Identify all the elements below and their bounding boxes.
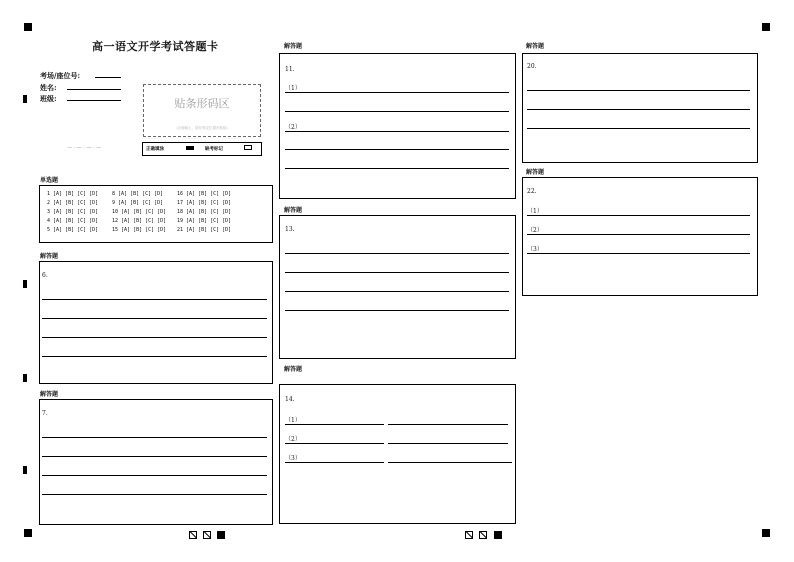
choice-row-9[interactable]: 9 [A] [B] [C] [D] [112,200,164,206]
q22-number: 22. [527,188,537,195]
q11-sub-2: （2） [285,124,301,131]
answer-line [285,149,509,150]
barcode-label: 贴条形码区 [174,97,230,110]
q7-answer-box[interactable] [39,399,273,525]
exam-seat-field[interactable] [95,77,121,78]
correct-fill-label: 正确填涂 [146,147,164,152]
q11-heading: 解答题 [284,43,303,50]
answer-line [285,168,509,169]
choice-heading: 单选题 [40,177,59,184]
answer-line [42,437,267,438]
answer-line [42,356,267,357]
choice-row-3[interactable]: 3 [A] [B] [C] [D] [47,209,99,215]
class-label: 班级: [40,94,57,103]
answer-line [285,424,384,425]
page-code-mark [494,531,502,539]
choice-row-5[interactable]: 5 [A] [B] [C] [D] [47,227,99,233]
name-label: 姓名: [40,83,57,92]
choice-row-17[interactable]: 17 [A] [B] [C] [D] [177,200,232,206]
dash-separator: — · — · — · — [67,145,102,151]
timing-mark [23,374,27,382]
registration-mark-bottom-left [24,529,32,537]
q14-sub-2: （2） [285,436,301,443]
q6-answer-box[interactable] [39,261,273,384]
timing-mark [23,95,27,103]
answer-line [285,253,509,254]
registration-mark-bottom-right [762,529,770,537]
answer-line [527,90,750,91]
q11-sub-1: （1） [285,85,301,92]
q13-number: 13. [285,226,295,233]
answer-line [42,318,267,319]
answer-line [388,462,512,463]
q22-sub-2: （2） [527,227,543,234]
q14-sub-1: （1） [285,417,301,424]
q22-sub-3: （3） [527,246,543,253]
answer-line [285,111,509,112]
choice-row-16[interactable]: 16 [A] [B] [C] [D] [177,191,232,197]
q13-answer-box[interactable] [279,215,516,359]
q11-number: 11. [285,66,295,73]
q7-heading: 解答题 [40,391,59,398]
q14-number: 14. [285,396,295,403]
choice-row-21[interactable]: 21 [A] [B] [C] [D] [177,227,232,233]
correct-fill-sample [186,146,194,150]
page-title: 高一语文开学考试答题卡 [92,40,219,53]
answer-line [527,128,750,129]
absent-mark-label: 缺考标记 [205,147,223,152]
choice-row-8[interactable]: 8 [A] [B] [C] [D] [112,191,164,197]
barcode-area [143,84,261,137]
page-code-mark [203,531,211,539]
answer-line [388,424,508,425]
timing-mark [23,466,27,474]
q6-heading: 解答题 [40,253,59,260]
answer-line [42,456,267,457]
q11-answer-box[interactable] [279,53,516,199]
choice-row-19[interactable]: 19 [A] [B] [C] [D] [177,218,232,224]
choice-row-2[interactable]: 2 [A] [B] [C] [D] [47,200,99,206]
choice-row-18[interactable]: 18 [A] [B] [C] [D] [177,209,232,215]
q22-sub-1: （1） [527,208,543,215]
q22-answer-box[interactable] [522,177,758,296]
answer-line [285,131,509,132]
q13-heading: 解答题 [284,207,303,214]
answer-line [42,337,267,338]
answer-line [42,299,267,300]
answer-line [285,291,509,292]
answer-line [527,234,750,235]
choice-row-12[interactable]: 12 [A] [B] [C] [D] [112,218,167,224]
choice-row-1[interactable]: 1 [A] [B] [C] [D] [47,191,99,197]
choice-row-4[interactable]: 4 [A] [B] [C] [D] [47,218,99,224]
q14-sub-3: （3） [285,455,301,462]
q6-number: 6. [42,272,48,279]
page-code-mark [217,531,225,539]
exam-seat-label: 考场/座位号: [40,71,81,80]
q20-answer-box[interactable] [522,53,758,163]
q7-number: 7. [42,410,48,417]
q14-answer-box[interactable] [279,384,516,524]
page-code-mark [465,531,473,539]
choice-section [39,185,273,243]
answer-line [285,310,509,311]
absent-mark-box[interactable] [244,145,252,150]
name-field[interactable] [67,89,121,90]
q20-number: 20. [527,63,537,70]
page-code-mark [479,531,487,539]
choice-row-15[interactable]: 15 [A] [B] [C] [D] [112,227,167,233]
page-code-mark [189,531,197,539]
fill-legend [142,142,262,156]
choice-row-10[interactable]: 10 [A] [B] [C] [D] [112,209,167,215]
q14-heading: 解答题 [284,366,303,373]
q22-heading: 解答题 [526,169,545,176]
answer-line [285,272,509,273]
answer-line [527,109,750,110]
answer-line [388,443,508,444]
answer-line [527,253,750,254]
barcode-note: （正面朝上，请在规定位置内粘贴） [174,126,230,130]
answer-line [527,215,750,216]
q20-heading: 解答题 [526,43,545,50]
answer-line [42,494,267,495]
timing-mark [23,280,27,288]
registration-mark-top-left [24,23,32,31]
answer-line [285,92,509,93]
answer-line [285,443,384,444]
answer-line [285,462,384,463]
answer-line [42,475,267,476]
class-field[interactable] [67,100,121,101]
registration-mark-top-right [762,23,770,31]
